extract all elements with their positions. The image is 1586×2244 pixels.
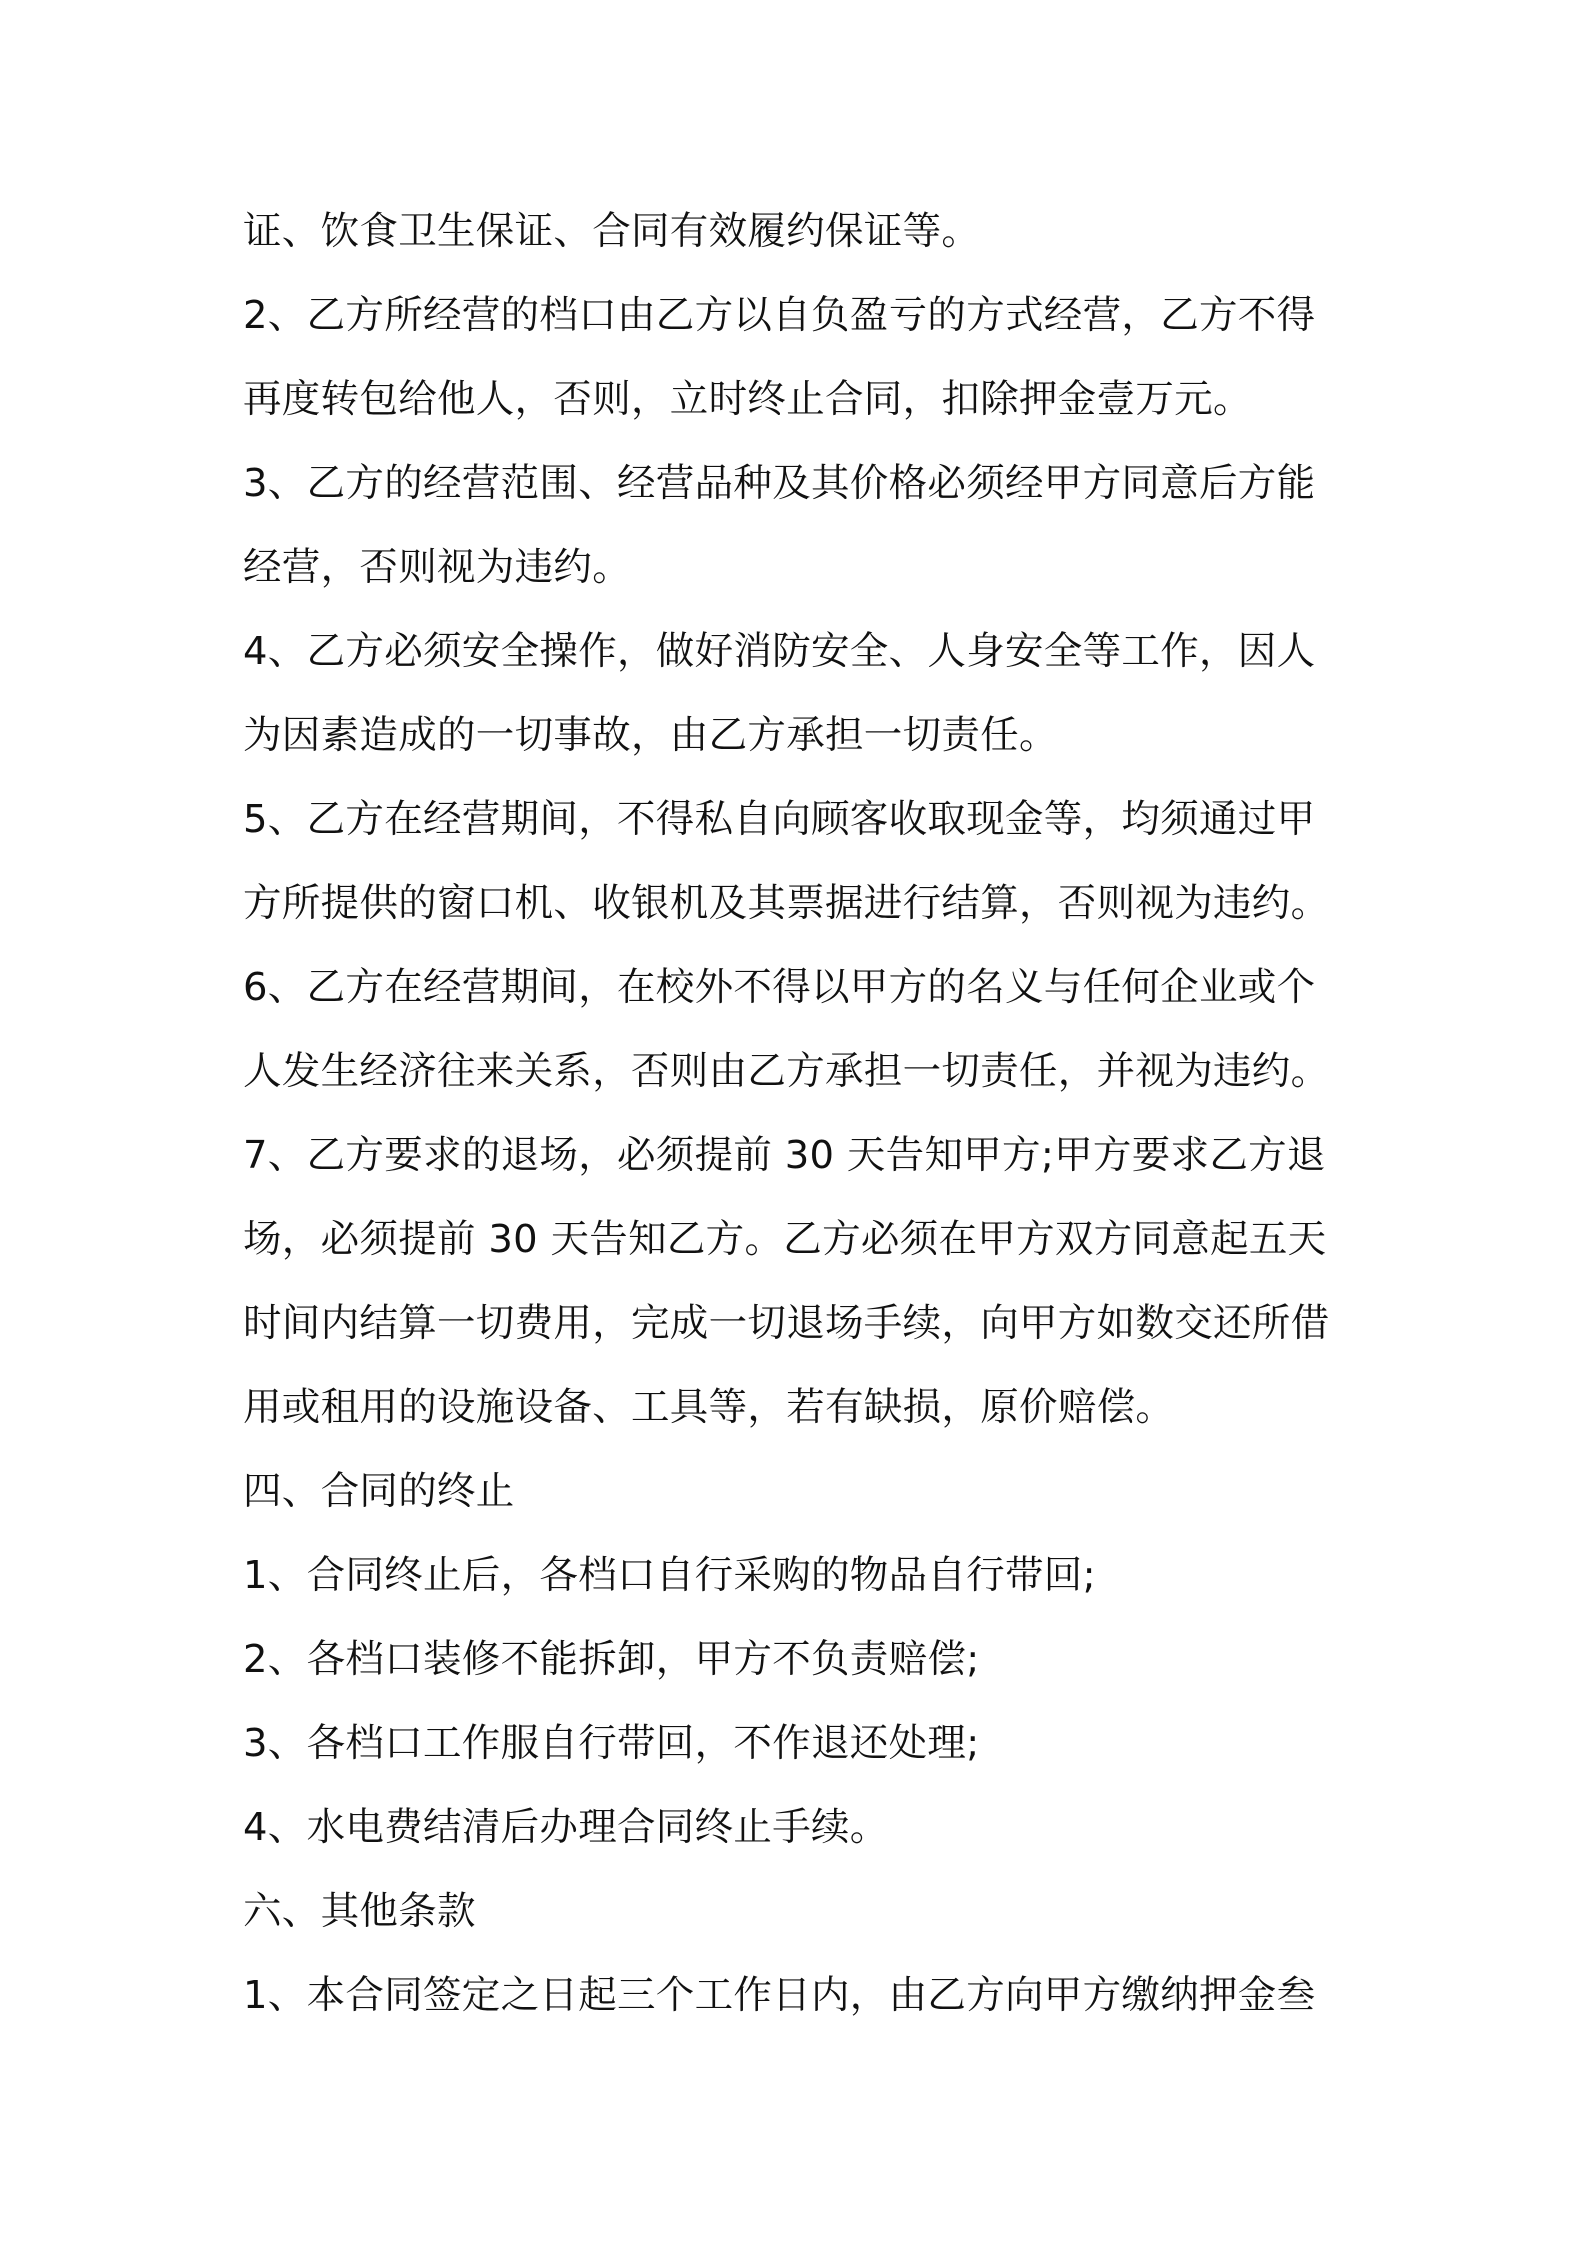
text-line: 场，必须提前 30 天告知乙方。乙方必须在甲方双方同意起五天 — [243, 1217, 1327, 1262]
text-line: 时间内结算一切费用，完成一切退场手续，向甲方如数交还所借 — [243, 1301, 1330, 1346]
document-body — [243, 190, 1363, 2038]
text-line: 3、乙方的经营范围、经营品种及其价格必须经甲方同意后方能 — [243, 461, 1316, 506]
text-line: 1、合同终止后，各档口自行采购的物品自行带回; — [243, 1553, 1096, 1598]
text-line: 方所提供的窗口机、收银机及其票据进行结算，否则视为违约。 — [243, 881, 1330, 926]
section-heading: 六、其他条款 — [243, 1889, 476, 1934]
text-line: 为因素造成的一切事故，由乙方承担一切责任。 — [243, 713, 1058, 758]
text-line: 证、饮食卫生保证、合同有效履约保证等。 — [243, 209, 981, 254]
text-line: 再度转包给他人，否则，立时终止合同，扣除押金壹万元。 — [243, 377, 1252, 422]
text-line: 2、各档口装修不能拆卸，甲方不负责赔偿; — [243, 1637, 980, 1682]
text-line: 3、各档口工作服自行带回，不作退还处理; — [243, 1721, 980, 1766]
text-line: 人发生经济往来关系，否则由乙方承担一切责任，并视为违约。 — [243, 1049, 1330, 1094]
text-line: 用或租用的设施设备、工具等，若有缺损，原价赔偿。 — [243, 1385, 1175, 1430]
text-line: 6、乙方在经营期间，在校外不得以甲方的名义与任何企业或个 — [243, 965, 1316, 1010]
text-line: 7、乙方要求的退场，必须提前 30 天告知甲方;甲方要求乙方退 — [243, 1133, 1326, 1178]
text-line: 4、水电费结清后办理合同终止手续。 — [243, 1805, 889, 1850]
text-line: 4、乙方必须安全操作，做好消防安全、人身安全等工作，因人 — [243, 629, 1316, 674]
section-heading: 四、合同的终止 — [243, 1469, 515, 1514]
text-line: 5、乙方在经营期间，不得私自向顾客收取现金等，均须通过甲 — [243, 797, 1316, 842]
text-line: 经营，否则视为违约。 — [243, 545, 632, 590]
text-line: 2、乙方所经营的档口由乙方以自负盈亏的方式经营，乙方不得 — [243, 293, 1316, 338]
text-line: 1、本合同签定之日起三个工作日内，由乙方向甲方缴纳押金叁 — [243, 1973, 1316, 2018]
